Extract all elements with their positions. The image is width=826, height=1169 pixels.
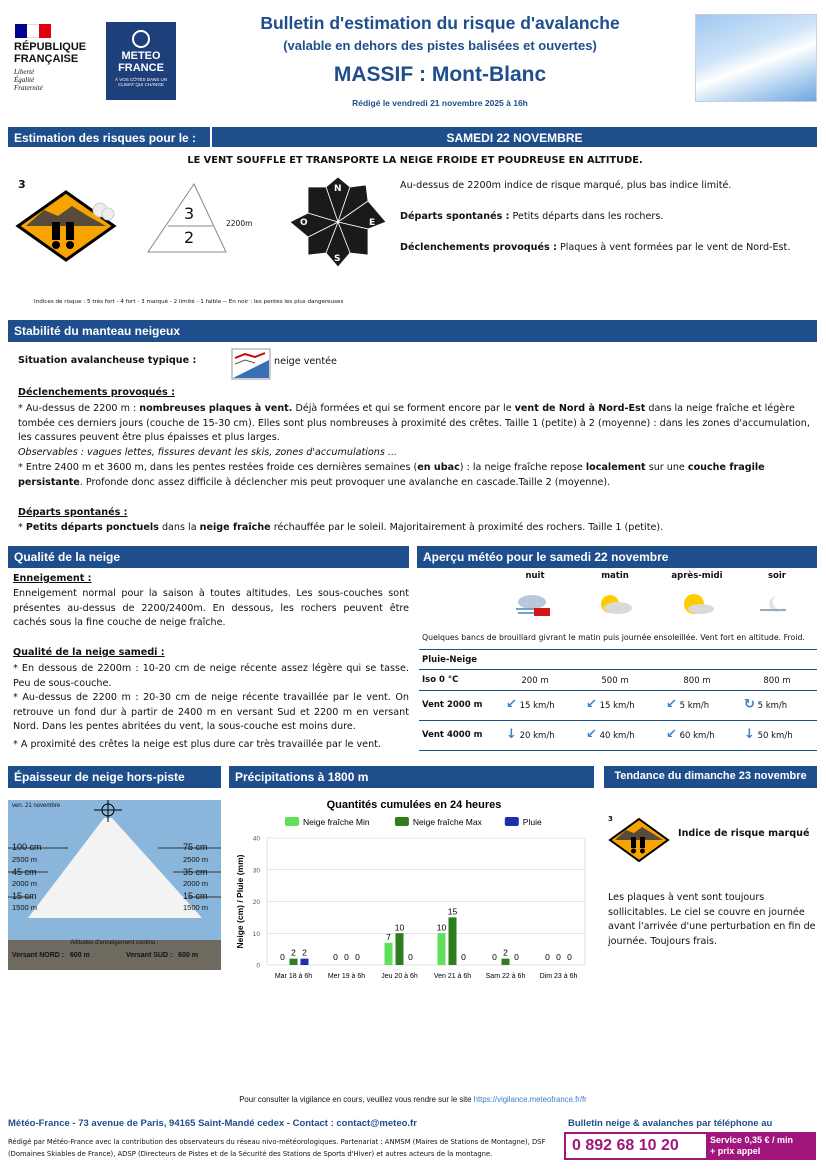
versant-nord: Versant NORD : 600 m <box>12 952 90 959</box>
precip-bar: Précipitations à 1800 m <box>229 766 594 788</box>
snow-depth-panel <box>8 800 221 970</box>
snow-depth-date: ven. 21 novembre <box>12 803 61 809</box>
vent4000-speed-3: 60 km/h <box>679 731 715 741</box>
legend-label-1: Neige fraîche Max <box>412 817 482 827</box>
qualite-bar: Qualité de la neige <box>8 546 409 568</box>
sun-cloud-morning-icon <box>592 592 634 618</box>
left-alt-2: 2000 m <box>12 879 38 888</box>
situation-label: Situation avalancheuse typique : <box>18 355 197 366</box>
provoked-summary <box>400 242 810 253</box>
wind-arrow-ne-icon: ↙ <box>586 697 597 712</box>
meteo-description: Quelques bancs de brouillard givrant le matin puis journée ensoleillée. Vent fort en altitude. Froid. <box>422 633 805 642</box>
p2e: sur une <box>645 462 688 473</box>
meteo-bar: Aperçu météo pour le samedi 22 novembre <box>417 546 817 568</box>
bar-2-0 <box>301 959 309 965</box>
continu-label: Altitudes d'enneigement continu : <box>70 940 159 946</box>
republique-logo <box>14 24 94 96</box>
service-line-2: + prix appel <box>710 1146 761 1156</box>
tendance-bar: Tendance du dimanche 23 novembre <box>604 766 817 788</box>
chart-title: Quantités cumulées en 24 heures <box>326 799 502 811</box>
bar-label-2-5: 0 <box>567 952 572 962</box>
rf-line1: RÉPUBLIQUE <box>14 41 87 53</box>
wind-arrow-n-icon: ↓ <box>744 727 755 742</box>
wind-arrow-ne-icon: ↙ <box>586 727 597 742</box>
precip-chart <box>229 792 594 988</box>
iso-soir: 800 m <box>763 676 791 686</box>
risk-legend: Indices de risque : 5 très fort - 4 fort - 3 marqué - 2 limité - 1 faible -- En noir : les pentes les plus dangereuses <box>34 299 344 305</box>
service-badge <box>706 1134 814 1158</box>
risk-number: 3 <box>18 178 26 191</box>
flag-icon <box>15 24 51 38</box>
right-depth-1: 75 cm <box>183 842 208 852</box>
right-depth-2: 35 cm <box>183 867 208 877</box>
massif-title: MASSIF : Mont-Blanc <box>333 63 547 86</box>
tendance-text: Les plaques à vent sont toujours sollicitables. Le ciel se couvre en journée avant l'arrivée d'une perturbation en fin de journée. Toujours frais. <box>608 892 816 947</box>
y-tick-0: 0 <box>256 962 260 970</box>
rf-motto3: Fraternité <box>14 84 43 92</box>
credits: Rédigé par Météo-France avec la contribution des observateurs du réseau nivo-météorologiques. Partenariat : ANMSM (Maires de Stations de Montagne), DSF (Domaines Skiables de France), ADSP (Directeurs de Pistes et de la Sécurité des Stations de Sports d'Hiver) et autres acteurs de la montagne. <box>8 1138 546 1158</box>
qualite-samedi-heading: Qualité de la neige samedi : <box>13 647 165 658</box>
bar-0-3 <box>438 933 446 965</box>
bar-label-1-2: 10 <box>394 922 405 933</box>
vent4000-speed-4: 50 km/h <box>757 731 793 741</box>
p1e: dans la neige fraîche et légère tombée ces derniers jours (couche de 15-30 cm). Elles sont plus nombreuses à proximité des crêtes. Taille 1 (petite) à 2 (moyenne) : dans les zones d'accumulation, les cassures peuvent être plus épaisses et plus larges. <box>18 403 810 443</box>
mountain-upper-risk: 3 <box>184 204 195 223</box>
x-tick-1: Mer 19 à 6h <box>327 973 366 980</box>
bar-label-1-3: 15 <box>447 906 458 917</box>
rose-n: N <box>334 184 342 194</box>
rf-motto2: Égalité <box>14 76 35 84</box>
iso-matin: 500 m <box>601 676 629 686</box>
risk-3-small-icon <box>608 817 670 863</box>
qualite-line-3: * A proximité des crêtes la neige est plus dure car très travaillée par le vent. <box>13 739 381 750</box>
vent4000-cell-1 <box>506 727 578 742</box>
left-depth-2: 45 cm <box>12 867 37 877</box>
p2a: * Entre 2400 m et 3600 m, dans les pentes restées froide ces dernières semaines ( <box>18 462 418 473</box>
bar-label-0-4: 0 <box>492 952 497 962</box>
vent4000-speed-2: 40 km/h <box>599 731 635 741</box>
fog-night-icon <box>512 590 554 620</box>
versant-sud: Versant SUD : 600 m <box>126 952 198 959</box>
bar-label-2-2: 0 <box>408 952 413 962</box>
enneigement-heading: Enneigement : <box>13 573 92 584</box>
p3a: * <box>18 522 26 533</box>
rf-motto1: Liberté <box>14 68 35 76</box>
altitude-threshold: 2200m <box>226 219 253 228</box>
mf-line2: FRANCE <box>118 62 164 74</box>
bar-label-2-1: 0 <box>355 952 360 962</box>
vent2000-cell-2 <box>586 697 658 712</box>
legend-swatch-0 <box>285 817 299 826</box>
x-tick-3: Ven 21 à 6h <box>433 973 472 980</box>
bulletin-subtitle: (valable en dehors des pistes balisées et ouvertes) <box>283 38 597 53</box>
vent4000-cell-2 <box>586 727 658 742</box>
qualite-line-2: * Au-dessus de 2200 m : 20-30 cm de neige récente travaillée par le vent. On retrouve un fond dur à partir de 2400 m en versant Sud et 2200 m en versant Nord. Dans les pentes abritées du vent, la sous-couche est moins dure. <box>13 692 409 732</box>
rose-e: E <box>369 218 376 228</box>
vent2000-speed-2: 15 km/h <box>599 701 635 711</box>
x-tick-0: Mar 18 à 6h <box>274 973 313 980</box>
vent2000-cell-1 <box>506 697 578 712</box>
right-depth-3: 15 cm <box>183 891 208 901</box>
y-axis-label: Neige (cm) / Pluie (mm) <box>235 854 245 949</box>
right-alt-2: 2000 m <box>183 879 209 888</box>
wind-arrow-ne-icon: ↙ <box>666 697 677 712</box>
bar-label-0-1: 0 <box>333 952 338 962</box>
risk-summary: Au-dessus de 2200m indice de risque marqué, plus bas indice limité. <box>400 180 732 191</box>
vent4000-cell-3 <box>666 727 738 742</box>
epaisseur-bar: Épaisseur de neige hors-piste <box>8 766 221 788</box>
rose-o: O <box>300 218 308 228</box>
y-tick-4: 40 <box>252 835 260 843</box>
left-depth-3: 15 cm <box>12 891 37 901</box>
iso-apres-midi: 800 m <box>683 676 711 686</box>
bar-label-0-0: 0 <box>280 952 285 962</box>
p2c: ) : la neige fraîche repose <box>459 462 586 473</box>
bar-1-3 <box>449 917 457 965</box>
right-alt-1: 2500 m <box>183 855 209 864</box>
period-apres-midi: après-midi <box>671 571 723 581</box>
bar-label-1-0: 2 <box>291 947 296 958</box>
estimation-date: SAMEDI 22 NOVEMBRE <box>212 127 817 147</box>
vigilance-link[interactable]: https://vigilance.meteofrance.fr/fr <box>473 1095 587 1104</box>
vent2000-cell-3 <box>666 697 738 712</box>
headline: LE VENT SOUFFLE ET TRANSPORTE LA NEIGE FROIDE ET POUDREUSE EN ALTITUDE. <box>187 155 643 166</box>
p3c: dans la <box>158 522 200 533</box>
vent4000-speed-1: 20 km/h <box>519 731 555 741</box>
estimation-label: Estimation des risques pour le : <box>8 127 210 147</box>
bar-label-0-2: 7 <box>386 931 391 942</box>
phone-label: Bulletin neige & avalanches par téléphone au <box>568 1118 773 1129</box>
right-alt-3: 1500 m <box>183 903 209 912</box>
period-nuit: nuit <box>525 571 545 581</box>
p3b: Petits départs ponctuels <box>25 522 159 533</box>
legend-label-0: Neige fraîche Min <box>303 817 370 827</box>
x-tick-5: Dim 23 à 6h <box>539 973 578 980</box>
y-tick-3: 30 <box>252 867 260 875</box>
qualite-line-1: * En dessous de 2200m : 10-20 cm de neige récente assez légère qui se tasse. Peu de sous-couche. <box>13 663 409 689</box>
tendance-risk-number: 3 <box>608 815 613 823</box>
p2d: localement <box>585 462 646 473</box>
vent4000-label: Vent 4000 m <box>422 730 483 740</box>
p3e: réchauffée par le soleil. Majoritairement à proximité des rochers. Taille 1 (petite). <box>270 522 664 533</box>
bar-0-2 <box>385 943 393 965</box>
mf-tagline: À VOS CÔTÉS DANS UN CLIMAT QUI CHANGE <box>114 77 167 87</box>
enneigement-text: Enneigement normal pour la saison à toutes altitudes. Les sous-couches sont présentes au-dessus de 2200/2400m. En dessous, les rochers peuvent être cachés sous la fine couche de neige fraîche. <box>13 588 409 628</box>
y-tick-1: 10 <box>252 930 260 938</box>
meteo-france-logo <box>106 22 176 100</box>
bar-label-1-5: 0 <box>556 952 561 962</box>
mf-line1: METEO <box>121 50 161 62</box>
period-matin: matin <box>601 571 629 581</box>
y-tick-2: 20 <box>252 899 260 906</box>
iso-nuit: 200 m <box>521 676 549 686</box>
legend-label-2: Pluie <box>522 817 542 827</box>
service-line-1: Service 0,35 € / min <box>710 1135 794 1145</box>
bar-1-0 <box>290 959 298 965</box>
x-tick-4: Sam 22 à 6h <box>485 973 526 980</box>
p3d: neige fraîche <box>199 522 271 533</box>
situation-value: neige ventée <box>274 356 337 367</box>
spont-label: Départs spontanés : <box>400 211 510 222</box>
bar-1-2 <box>396 933 404 965</box>
bar-label-2-4: 0 <box>514 952 519 962</box>
vigilance-text: Pour consulter la vigilance en cours, veuillez vous rendre sur le site <box>239 1095 474 1104</box>
vent2000-cell-4 <box>744 697 816 712</box>
p2g: . Profonde donc assez difficile à déclencher mis peut provoquer une avalanche en cascade.Taille 2 (moyenne). <box>79 476 611 488</box>
bar-1-4 <box>502 959 510 965</box>
redige-date: Rédigé le vendredi 21 novembre 2025 à 16h <box>352 98 528 108</box>
sun-cloud-afternoon-icon <box>674 592 716 618</box>
tendance-risk-label: Indice de risque marqué <box>678 828 810 839</box>
p2b: en ubac <box>417 462 460 473</box>
legend-swatch-2 <box>505 817 519 826</box>
vigilance-line <box>0 1095 826 1104</box>
p1a: * Au-dessus de 2200 m : <box>18 403 140 414</box>
provoked-paragraph-2 <box>18 461 818 490</box>
spont-text: Petits départs dans les rochers. <box>509 211 664 222</box>
prov-heading: Déclenchements provoqués : <box>18 387 175 398</box>
risk-3-pictogram-icon <box>14 188 118 264</box>
vent2000-label: Vent 2000 m <box>422 700 483 710</box>
left-alt-3: 1500 m <box>12 903 38 912</box>
p1b: nombreuses plaques à vent. <box>139 403 293 414</box>
bar-label-2-3: 0 <box>461 952 466 962</box>
bar-label-0-5: 0 <box>545 952 550 962</box>
provoked-paragraph-1 <box>18 402 818 446</box>
observables: Observables : vagues lettes, fissures devant les skis, zones d'accumulations ... <box>18 447 398 458</box>
mountain-lower-risk: 2 <box>184 228 195 247</box>
bulletin-title: Bulletin d'estimation du risque d'avalanche <box>260 13 620 33</box>
rf-line2: FRANÇAISE <box>14 53 79 65</box>
prov-label: Déclenchements provoqués : <box>400 242 557 253</box>
wind-variable-icon: ↻ <box>744 697 755 712</box>
moon-cloud-icon <box>756 592 798 618</box>
spont-heading: Départs spontanés : <box>18 507 128 518</box>
vent2000-speed-3: 5 km/h <box>679 701 710 711</box>
bar-label-2-0: 2 <box>302 947 307 958</box>
bar-label-1-1: 0 <box>344 952 349 962</box>
wind-arrow-n-icon: ↓ <box>506 727 517 742</box>
pluie-neige-label: Pluie-Neige <box>422 655 478 665</box>
spontaneous-paragraph <box>18 521 818 536</box>
vent2000-speed-1: 15 km/h <box>519 701 555 711</box>
left-alt-1: 2500 m <box>12 855 38 864</box>
prov-text: Plaques à vent formées par le vent de Nord-Est. <box>556 242 791 253</box>
footer-address: Météo-France - 73 avenue de Paris, 94165 Saint-Mandé cedex - Contact : contact@meteo.fr <box>8 1118 417 1129</box>
p2f: couche fragile persistante <box>18 462 765 488</box>
rose-s: S <box>334 254 341 264</box>
vent2000-speed-4: 5 km/h <box>757 701 788 711</box>
phone-number: 0 892 68 10 20 <box>572 1137 679 1154</box>
stabilite-bar: Stabilité du manteau neigeux <box>8 320 817 342</box>
sky-photo <box>695 14 817 102</box>
bar-label-0-3: 10 <box>436 922 447 933</box>
meteo-france-emblem-icon <box>132 30 150 48</box>
p1d: vent de Nord à Nord-Est <box>514 403 646 414</box>
phone-box[interactable] <box>564 1132 816 1160</box>
spontaneous-summary <box>400 211 810 222</box>
wind-arrow-ne-icon: ↙ <box>506 697 517 712</box>
bar-label-1-4: 2 <box>503 947 508 958</box>
legend-swatch-1 <box>395 817 409 826</box>
iso-label: Iso 0 °C <box>422 675 459 685</box>
left-depth-1: 100 cm <box>12 842 42 852</box>
vent4000-cell-4 <box>744 727 816 742</box>
period-soir: soir <box>767 571 786 581</box>
x-tick-2: Jeu 20 à 6h <box>381 973 418 980</box>
wind-arrow-ne-icon: ↙ <box>666 727 677 742</box>
p1c: Déjà formées et qui se forment encore par le <box>292 403 515 414</box>
wind-snow-icon <box>231 348 271 380</box>
